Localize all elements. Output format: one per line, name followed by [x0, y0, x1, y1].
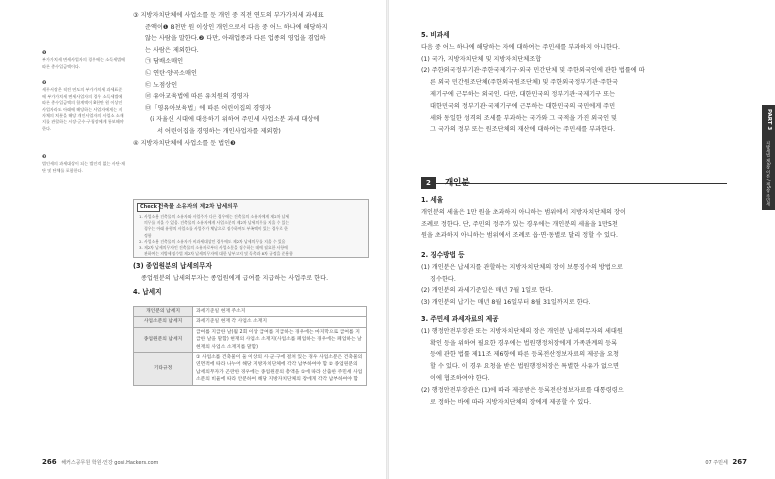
- section-heading: 2. 징수방법 등: [421, 251, 465, 259]
- sub-item: ㉣ 유아교육법에 따른 유치원의 경영자: [145, 93, 249, 101]
- page-number: 267: [732, 458, 747, 466]
- left-page: [0, 0, 386, 479]
- table-row: 기타규정 ① 사업소를 건축물이 둘 이상의 시·군·구에 걸쳐 있는 경우 사업소분은 건축물의 연면적에 따라 나누어 해당 지방자치단체에 각각 납부하여야 함 ② 종업원분의 납세의무자가 곤란한 경우에는 종업원분의 총액을 ①에 따라 산출한 주민세 사업소분의 비율에 따라 안분하여 해당 지방자치단체의 장에게 각각 납부하여야 함: [134, 353, 367, 386]
- check-title: 건축물 소유자의 제2차 납세의무: [158, 204, 238, 210]
- check-badge: Check: [137, 203, 160, 212]
- side-note-3: ❸ 법인세의 과세대상이 되는 법인격 없는 사단·재단 및 단체를 포함한다.: [42, 154, 125, 173]
- line: ③ 지방자치단체에 사업소를 둔 개인 중 직전 연도의 부가가치세 과세표: [133, 12, 324, 19]
- section-text: 다음 중 어느 하나에 해당하는 자에 대하여는 주민세를 부과하지 아니한다.: [421, 43, 620, 51]
- section-heading: 4. 납세지: [133, 288, 162, 297]
- table-row: 종업원분의 납세지 급여를 지급한 날(월 2회 이상 급여를 지급하는 경우에는 마지막으로 급여를 지급한 날을 말함) 현재의 사업소 소재지(사업소를 폐업하는 경우에는 폐업하는 날 현재의 사업소 소재지를 말함): [134, 327, 367, 352]
- section-3-left: [133, 261, 368, 299]
- check-box: [133, 199, 369, 258]
- sub-item-cont: (ⅰ 자율신 시대에 대응하기 위하여 주민세 사업소분 과세 대상에: [150, 116, 320, 124]
- section-5: 5. 비과세 다음 중 어느 하나에 해당하는 자에 대하여는 주민세를 부과하지 아니한다. (1) 국가, 지방자치단체 및 지방자치단체조합 (2) 주한외국정부기관·주한국제기구·외국 민간단체 및 주한외국인에 관한 법률에 따 른 외국 민간원조단체(주한외국원조단체) 및 주한외국정부기관·주한국 제기구에 근무하는 외국인. 다만, 대한민국의 정부기관·국제기구 또는 대한민국의 정부기관·국제기구에 근무하는 대한민국의 국민에게 주민 세와 동일한 성격의 조세를 부과하는 국가와 그 국적을 가진 외국인 및 그 국가의 정부 또는 원조단체의 재산에 대하여는 주민세를 부과한다.: [421, 30, 727, 136]
- line: 않는 사람을 말한다.❷ 다만, 아래업종과 다른 업종의 영업을 겸업하: [145, 35, 326, 43]
- sub-item-cont: 서 어린이집을 경영하는 개인사업자를 제외함): [157, 127, 281, 135]
- main-text-left: [133, 10, 368, 149]
- section-heading: 1. 세율: [421, 196, 444, 204]
- line: 준액이❶ 8천만 원 이상인 개인으로서 다음 중 어느 하나에 해당하지: [145, 23, 328, 31]
- part-tab: [762, 105, 775, 210]
- table-row: 개인분의 납세지 과세기준일 현재 주소지: [134, 307, 367, 317]
- sub-item: ㉤「영유아보육법」에 따른 어린이집의 경영자: [145, 104, 272, 112]
- right-page: [389, 0, 775, 479]
- footer-left: [42, 458, 158, 466]
- sub-item: ㉢ 노점상인: [145, 81, 178, 89]
- section-3: 3. 주민세 과세자료의 제공 (1) 행정안전부장관 또는 지방자치단체의 장은 개인분 납세의무자의 세대원 확인 등을 위하여 필요한 경우에는 법원행정처장에게 가족관계의 등록 등에 관한 법률 제11조 제6항에 따른 등록전산정보자료의 제공을 요청 할 수 있다. 이 경우 요청을 받은 법원행정처장은 특별한 사유가 없으면 이에 협조하여야 한다. (2) 행정안전부장관은 (1)에 따라 제공받은 등록전산정보자료를 대통령령으 로 정하는 바에 따라 지방자치단체의 장에게 제공할 수 있다.: [421, 314, 727, 408]
- sub-item: ㉡ 연탄·양곡소매인: [145, 69, 197, 77]
- section-heading: 5. 비과세: [421, 31, 450, 39]
- footer-text: 07 주민세: [705, 460, 728, 466]
- chapter-heading: [421, 170, 727, 188]
- section-heading: (3) 종업원분의 납세의무자: [133, 262, 212, 270]
- section-heading: 3. 주민세 과세자료의 제공: [421, 315, 499, 323]
- page-number: 266: [42, 458, 57, 466]
- check-items: 1. 사업소용 건축물의 소유자와 사업주가 다른 경우에는 건축물의 소유자에게 제2차 납세 의무를 지울 수 있음. 건축물의 소유자에게 사업소분의 제2차 납세의무를 지울 수 있는 경우는 아래 유형의 사업소를 사업주가 체납으로 징수하여도 부족액이 있는 경우로 한 정함 2. 사업소용 건축물의 소유자가 비과세대상인 경우에도 제2차 납세의무를 지울 수 있음 3. 제2차 납세의무자인 건축물의 소유자로부터 사업소분을 징수하는 데에 필요한 사항에 관하여는 지방세징수법 제2차 납세의무자에 대한 납부고지 및 독촉과 8차 규정을 준용함: [139, 214, 293, 257]
- side-note-2: ❷ 세무서장은 직전 연도의 부가가치세 과세표준에 부가가치세 면세사업자의 경우 소득세법에 따른 총수입금액의 합계액이 8천만 원 이상인 사업자라도 아래에 해당하는 사업자에게는 지자체의 처분을 해당 개인사업자의 사업소 소재지를 관할하는 시장·군수·구청장에게 통보해야 한다.: [42, 80, 124, 131]
- tax-location-table: [133, 306, 367, 386]
- part-label: PART 3: [766, 109, 772, 131]
- footer-text: 해커스공무원 학원·인강 gosi.Hackers.com: [61, 460, 159, 466]
- section-2: 2. 징수방법 등 (1) 개인분은 납세지를 관할하는 지방자치단체의 장이 보통징수의 방법으로 징수한다. (2) 개인분의 과세기준일은 매년 7월 1일로 한다. (3) 개인분의 납기는 매년 8월 16일부터 8월 31일까지로 한다.: [421, 250, 727, 309]
- item-4: ④ 지방자치단체에 사업소를 둔 법인❸: [133, 139, 236, 147]
- table-row: 사업소분의 납세지 과세기준일 현재 각 사업소 소재지: [134, 317, 367, 327]
- sub-item: ㉠ 담배소매인: [145, 58, 184, 66]
- chapter-label: 지방세법 제3장 이론 / 제5장 주민세: [766, 141, 771, 206]
- section-1: 1. 세율 개인분의 세율은 1만 원을 초과하지 아니하는 범위에서 지방자치단체의 장이 조례로 정한다. 단, 주민의 정주가 있는 경우에는 개인분의 세율을 1만5천 원을 초과하지 아니하는 범위에서 조례로 읍·면·동별로 달리 정할 수 있다.: [421, 195, 727, 242]
- side-note-1: ❶ 부가가치세 면세사업자의 경우에는 소득세법에 따른 총수입금액이다.: [42, 50, 125, 69]
- chapter-title: 개인분: [444, 178, 470, 188]
- footer-right: [705, 458, 747, 466]
- section-text: 종업원분의 납세의무자는 종업원에게 급여를 지급하는 사업주로 한다.: [141, 274, 329, 282]
- chapter-number: 2: [421, 177, 436, 189]
- line: 는 사람은 제외한다.: [145, 46, 199, 54]
